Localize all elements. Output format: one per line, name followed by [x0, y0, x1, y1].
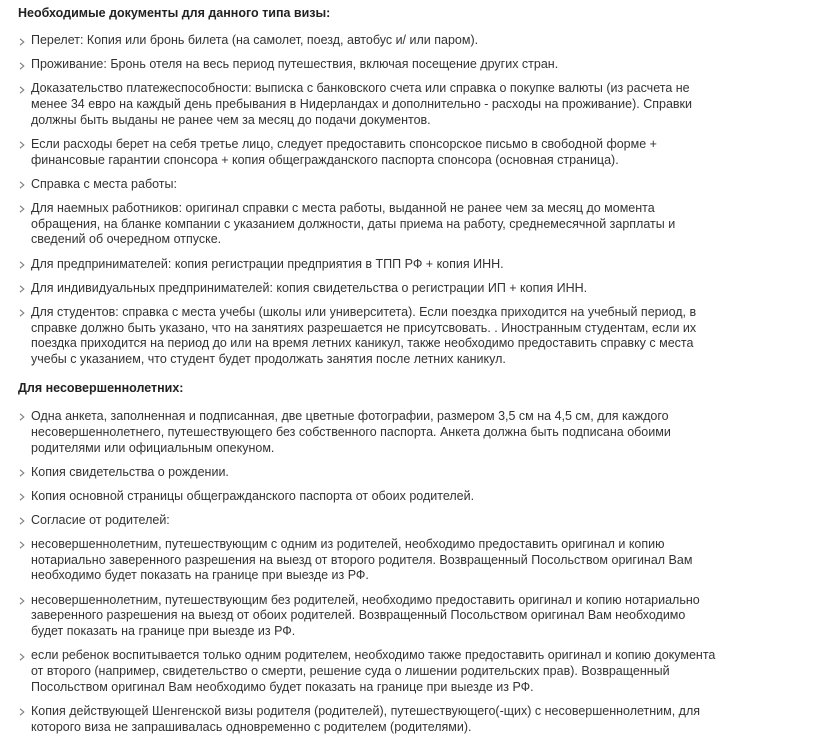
list-item-text: Если расходы берет на себя третье лицо, следует предоставить спонсорское письмо в свободной форме + финансовые гарантии спонсора + копия общегражданского паспорта спонсора (основная страница).: [31, 136, 657, 167]
chevron-right-icon: [18, 704, 26, 720]
list-item: [18, 257, 718, 273]
chevron-right-icon: [18, 465, 26, 481]
list-item: [18, 201, 718, 248]
list-item: [18, 281, 718, 297]
list-item: [18, 177, 718, 193]
list-item: [18, 33, 718, 49]
list-item-text: Копия свидетельства о рождении.: [31, 464, 229, 479]
list-item-text: Согласие от родителей:: [31, 512, 170, 527]
chevron-right-icon: [18, 489, 26, 505]
list-item-text: несовершеннолетним, путешествующим с одним из родителей, необходимо предоставить оригинал и копию нотариально заверенного разрешения на выезд от второго родителя. Возвращенный Посольством оригинал Вам необходимо будет показать на границе при выезде из РФ.: [31, 536, 693, 583]
chevron-right-icon: [18, 305, 26, 321]
list-item: [18, 513, 718, 529]
list-item-text: несовершеннолетним, путешествующим без родителей, необходимо предоставить оригинал и копию нотариально заверенного разрешения на выезд от обоих родителей. Возвращенный Посольством оригинал Вам необходимо будет показать на границе при выезде из РФ.: [31, 592, 700, 639]
list-item-text: Для предпринимателей: копия регистрации предприятия в ТПП РФ + копия ИНН.: [31, 256, 504, 271]
list-item: [18, 593, 718, 640]
chevron-right-icon: [18, 513, 26, 529]
list-item-text: Проживание: Бронь отеля на весь период путешествия, включая посещение других стран.: [31, 57, 559, 72]
list-item-text: Для индивидуальных предпринимателей: копия свидетельства о регистрации ИП + копия ИНН.: [31, 280, 588, 295]
chevron-right-icon: [18, 537, 26, 553]
minors-documents-list: [18, 409, 718, 736]
list-item-text: Копия действующей Шенгенской визы родителя (родителей), путешествующего(-щих) с несовершеннолетним, для которого виза не запрашивалась одновременно с родителем (родителями).: [31, 703, 701, 734]
list-item-text: Доказательство платежеспособности: выписка с банковского счета или справка о покупке валюты (из расчета не менее 34 евро на каждый день пребывания в Нидерландах и дополнительно - расходы на проживание). Справки должны быть выданы не ранее чем за месяц до подачи документов.: [31, 81, 692, 127]
chevron-right-icon: [18, 409, 26, 425]
list-item: [18, 537, 718, 584]
required-documents-list: [18, 33, 718, 368]
list-item-text: Перелет: Копия или бронь билета (на самолет, поезд, автобус и/ или паром).: [31, 33, 479, 47]
chevron-right-icon: [18, 201, 26, 217]
list-item-text: Для наемных работников: оригинал справки с места работы, выданной не ранее чем за месяц до момента обращения, на бланке компании с указанием должности, даты приема на работу, среднемесячной зарплаты и сведений об очередном отпуске.: [31, 200, 676, 247]
list-item-text: Справка с места работы:: [31, 176, 177, 191]
list-item: [18, 57, 718, 73]
list-item-text: Для студентов: справка с места учебы (школы или университета). Если поездка приходится на учебный период, в справке должно быть указано, что на занятиях разрешается не присутсвовать. . Иностранным студентам, если их поездка приходится на период до или на время летних каникул, также необходимо предоставить справку с места учебы с указанием, что студент будет продолжать занятия после летних каникул.: [31, 304, 697, 367]
chevron-right-icon: [18, 593, 26, 609]
list-item-text: Одна анкета, заполненная и подписанная, две цветные фотографии, размером 3,5 см на 4,5 см, для каждого несовершеннолетнего, путешествующего без собственного паспорта. Анкета должна быть подписана обоими родителями или официальным опекуном.: [31, 408, 671, 455]
chevron-right-icon: [18, 648, 26, 664]
list-item: [18, 704, 718, 736]
list-item: [18, 81, 718, 128]
list-item: [18, 137, 718, 169]
list-item: [18, 409, 718, 456]
chevron-right-icon: [18, 137, 26, 153]
chevron-right-icon: [18, 57, 26, 73]
chevron-right-icon: [18, 281, 26, 297]
list-item-text: Копия основной страницы общегражданского паспорта от обоих родителей.: [31, 488, 475, 503]
list-item: [18, 305, 718, 368]
section-heading-required-documents: Необходимые документы для данного типа визы:: [18, 6, 331, 20]
chevron-right-icon: [18, 81, 26, 97]
section-heading-minors: Для несовершеннолетних:: [18, 380, 184, 395]
list-item: [18, 648, 718, 695]
chevron-right-icon: [18, 177, 26, 193]
list-item: [18, 465, 718, 481]
list-item: [18, 489, 718, 505]
chevron-right-icon: [18, 257, 26, 273]
chevron-right-icon: [18, 33, 26, 49]
list-item-text: если ребенок воспитывается только одним родителем, необходимо также предоставить оригинал и копию документа от второго (например, свидетельство о смерти, решение суда о лишении родительских прав). Возвращенный Посольством оригинал Вам необходимо будет показать на границе при выезде из РФ.: [31, 648, 716, 694]
